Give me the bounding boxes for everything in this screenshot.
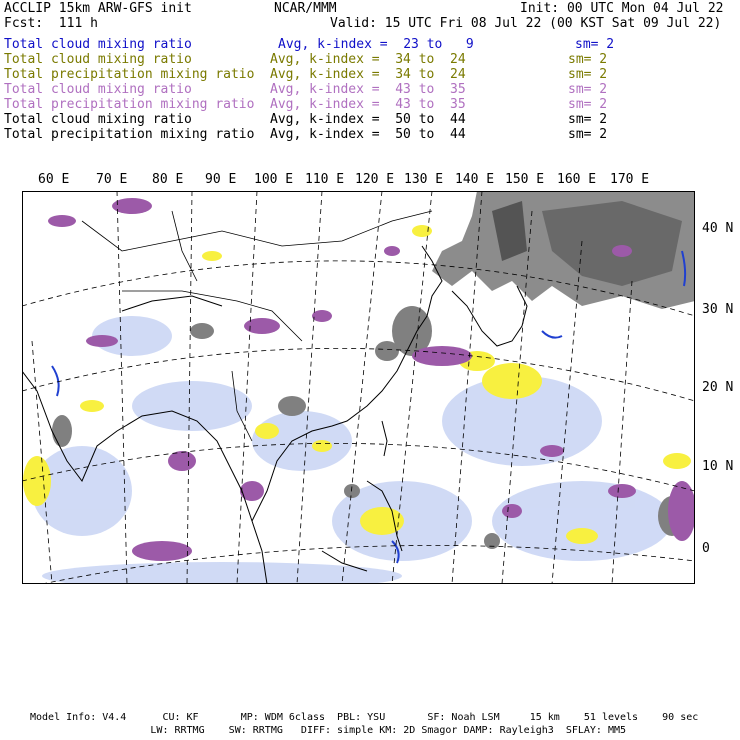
longitude-tick-label: 100 E	[254, 172, 294, 187]
longitude-tick-label: 60 E	[38, 172, 70, 187]
longitude-tick-label: 170 E	[610, 172, 650, 187]
init-time: Init: 00 UTC Mon 04 Jul 22	[520, 1, 724, 16]
legend-k-index: Avg, k-index = 43 to 35	[270, 82, 466, 97]
longitude-tick-label: 110 E	[305, 172, 345, 187]
forecast-hour: Fcst: 111 h	[4, 16, 98, 31]
valid-time: Valid: 15 UTC Fri 08 Jul 22 (00 KST Sat 09 Jul 22)	[330, 16, 722, 31]
latitude-tick-label: 0	[702, 541, 710, 556]
longitude-tick-label: 90 E	[205, 172, 237, 187]
legend-smoothing: sm= 2	[568, 82, 608, 97]
latitude-tick-label: 20 N	[702, 380, 734, 395]
legend-smoothing: sm= 2	[575, 37, 615, 52]
legend-smoothing: sm= 2	[568, 67, 608, 82]
legend-field-name: Total precipitation mixing ratio	[4, 127, 255, 142]
model-info-line1: Model Info: V4.4 CU: KF MP: WDM 6class PBL: YSU SF: Noah LSM 15 km 51 levels 90 sec	[30, 712, 699, 723]
longitude-tick-label: 130 E	[404, 172, 444, 187]
longitude-tick-label: 160 E	[557, 172, 597, 187]
legend-k-index: Avg, k-index = 43 to 35	[270, 97, 466, 112]
longitude-tick-label: 150 E	[505, 172, 545, 187]
latitude-tick-label: 40 N	[702, 221, 734, 236]
longitude-tick-label: 70 E	[96, 172, 128, 187]
legend-field-name: Total precipitation mixing ratio	[4, 67, 255, 82]
legend-field-name: Total cloud mixing ratio	[4, 112, 192, 127]
legend-k-index: Avg, k-index = 23 to 9	[278, 37, 474, 52]
latitude-tick-label: 30 N	[702, 302, 734, 317]
legend-k-index: Avg, k-index = 34 to 24	[270, 67, 466, 82]
longitude-tick-label: 80 E	[152, 172, 184, 187]
legend-k-index: Avg, k-index = 34 to 24	[270, 52, 466, 67]
legend-field-name: Total cloud mixing ratio	[4, 52, 192, 67]
legend-smoothing: sm= 2	[568, 52, 608, 67]
map-panel	[22, 191, 695, 584]
legend-smoothing: sm= 2	[568, 97, 608, 112]
legend-field-name: Total cloud mixing ratio	[4, 37, 192, 52]
legend-smoothing: sm= 2	[568, 112, 608, 127]
model-title: ACCLIP 15km ARW-GFS init	[4, 1, 192, 16]
longitude-tick-label: 140 E	[455, 172, 495, 187]
org-label: NCAR/MMM	[274, 1, 337, 16]
latitude-tick-label: 10 N	[702, 459, 734, 474]
legend-smoothing: sm= 2	[568, 127, 608, 142]
model-info-line2: LW: RRTMG SW: RRTMG DIFF: simple KM: 2D Smagor DAMP: Rayleigh3 SFLAY: MM5	[30, 725, 627, 736]
legend-field-name: Total cloud mixing ratio	[4, 82, 192, 97]
legend-k-index: Avg, k-index = 50 to 44	[270, 112, 466, 127]
legend-field-name: Total precipitation mixing ratio	[4, 97, 255, 112]
legend-k-index: Avg, k-index = 50 to 44	[270, 127, 466, 142]
longitude-tick-label: 120 E	[355, 172, 395, 187]
